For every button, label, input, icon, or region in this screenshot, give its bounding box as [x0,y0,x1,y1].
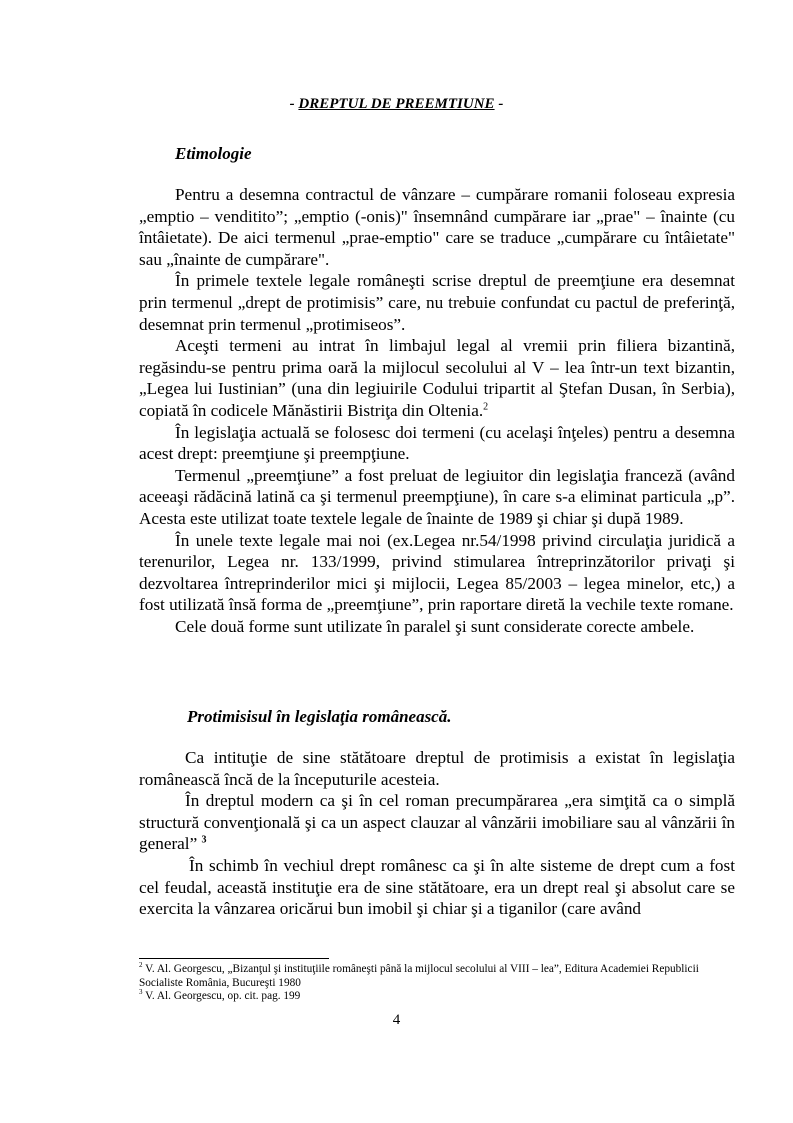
page-title [0,96,793,113]
footnote-text: V. Al. Georgescu, op. cit. pag. 199 [142,990,301,1002]
footnote-divider [139,958,329,959]
paragraph: În schimb în vechiul drept românesc ca şi în alte sisteme de drept cum a fost cel feudal, această instituţie era de sine stătătoare, era un drept real şi absolut care se exercita la vânzarea oricărui bun imobil şi chiar şi a tiganilor (care având [139,855,735,919]
paragraph [139,335,735,421]
title-text: DREPTUL DE PREEMTIUNE [298,96,495,112]
title-prefix: - [289,96,299,112]
paragraph-text: Aceşti termeni au intrat în limbajul legal al vremii prin filiera bizantină, regăsindu-se pentru prima oară la mijlocul secolului al V – lea într-un text bizantin, „Legea lui Iustinian” (una din legiuirile Codului tripartit al Ştefan Dusan, în Serbia), copiată în codicele Mănăstirii Bistriţa din Oltenia. [139,336,735,420]
paragraph: Cele două forme sunt utilizate în paralel şi sunt considerate corecte ambele. [175,616,695,636]
footnote-ref: 2 [483,401,489,413]
paragraph: Termenul „preemţiune” a fost preluat de legiuitor din legislaţia franceză (având aceeaşi rădăcină latină ca şi termenul preempţiune), în care s-a eliminat particula „p”. Acesta este utilizat toate textele legale de înainte de 1989 şi chiar şi după 1989. [139,465,735,528]
title-suffix: - [494,96,504,112]
footnote-mark: 3 [139,988,143,997]
footnote [139,963,735,990]
paragraph: Pentru a desemna contractul de vânzare – cumpărare romanii foloseau expresia „emptio – venditito”; „emptio (-onis)" însemnând cumpărare iar „prae" – înainte (cu întâietate). De aici termenul „prae-emptio" care se traduce „cumpărare cu întâietate" sau „înainte de cumpărare". [139,185,735,269]
footnote-ref: 3 [201,834,207,846]
section-etimologie-body [139,184,735,637]
footnote-mark: 2 [139,961,143,970]
paragraph: În unele texte legale mai noi (ex.Legea nr.54/1998 privind circulaţia juridică a terenurilor, Legea nr. 133/1999, privind stimularea întreprinzătorilor privaţi şi dezvoltarea întreprinderilor mici şi mijlocii, Legea 85/2003 – legea minelor, etc,) a fost utilizată însă forma de „preemţiune”, prin raportare diretă la vechile texte romane. [139,530,735,615]
section-heading-etimologie: Etimologie [175,144,252,163]
footnote-text: V. Al. Georgescu, „Bizanţul şi instituţiile româneşti până la mijlocul secolului al VIII – lea”, Editura Academiei Republicii Socialiste România, Bucureşti 1980 [139,963,699,989]
page-number: 4 [392,1012,401,1028]
paragraph [139,790,735,855]
paragraph: În primele textele legale româneşti scrise dreptul de preemţiune era desemnat prin termenul „drept de protimisis” care, nu trebuie confundat cu pactul de preferinţă, desemnat prin termenul „protimiseos”. [139,271,735,334]
section-protimisis-body [139,747,735,920]
paragraph: În legislaţia actuală se folosesc doi termeni (cu acelaşi înţeles) pentru a desemna acest drept: preemţiune şi preempţiune. [139,422,735,464]
paragraph: Ca intituţie de sine stătătoare dreptul de protimisis a existat în legislaţia românească încă de la începuturile acesteia. [139,748,735,789]
footnote [139,990,735,1004]
section-heading-protimisis: Protimisisul în legislaţia românească. [187,707,452,726]
paragraph-text: În dreptul modern ca şi în cel roman precumpărarea „era simţită ca o simplă structură convenţională şi ca un aspect clauzar al vânzării imobiliare sau al vânzării în general” [139,791,735,854]
footnotes [139,963,735,1004]
